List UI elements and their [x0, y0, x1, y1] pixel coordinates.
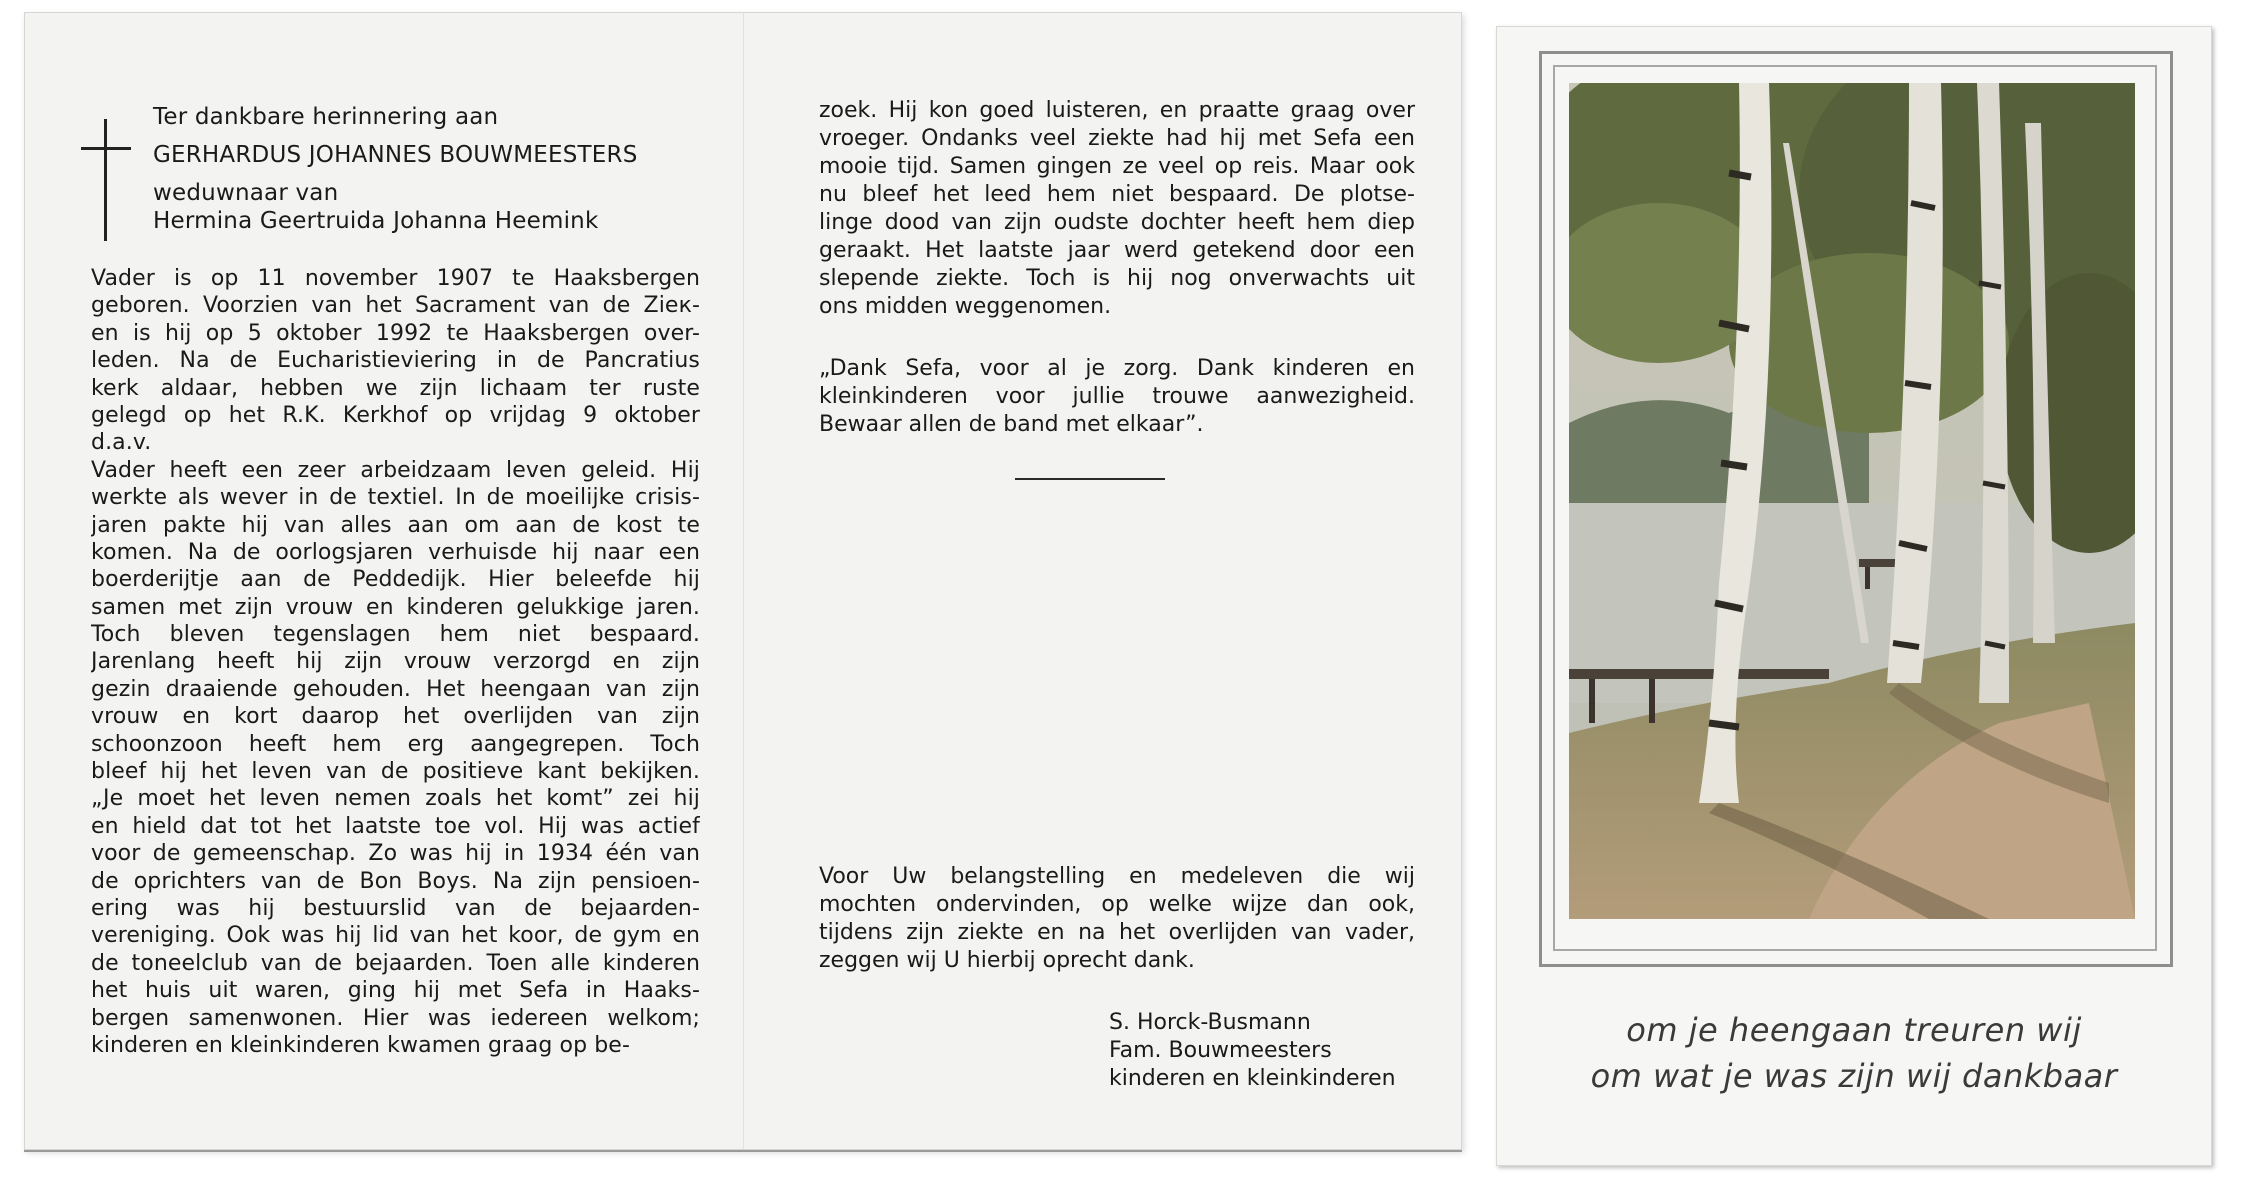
biography-line: Vader heeft een zeer arbeidzaam leven geleid. Hij	[91, 457, 700, 483]
biography-line: het huis uit waren, ging hij met Sefa in Haaks-	[91, 978, 700, 1004]
biography-line: gezin draaiende gehouden. Het heengaan van zijn	[91, 676, 700, 702]
divider-line	[1015, 478, 1165, 480]
signatory-line: kinderen en kleinkinderen	[1109, 1066, 1396, 1091]
verse-line-1: om je heengaan treuren wij	[1626, 1011, 2082, 1049]
acknowledgement-line: mochten ondervinden, op welke wijze dan ook,	[819, 892, 1415, 917]
biography-line: leden. Na de Eucharistieviering in de Pancratius	[91, 348, 700, 374]
intro-text: Ter dankbare herinnering aan	[153, 104, 499, 130]
biography-continued-line: linge dood van zijn oudste dochter heeft hem diep	[819, 210, 1415, 235]
biography-line: en hield dat tot het laatste toe vol. Hij was actief	[91, 813, 700, 839]
biography-line: „Je moet het leven nemen zoals het komt” zei hij	[91, 786, 700, 812]
signatory-line: Fam. Bouwmeesters	[1109, 1038, 1332, 1063]
spouse-name: Hermina Geertruida Johanna Heemink	[153, 208, 599, 234]
memorial-card-front	[1496, 26, 2212, 1166]
biography-line: jaren pakte hij van alles aan om aan de kost te	[91, 512, 700, 538]
biography-continued-line: nu bleef het leed hem niet bespaard. De plotse-	[819, 182, 1415, 207]
relation-text: weduwnaar van	[153, 180, 339, 206]
acknowledgement-line: zeggen wij U hierbij oprecht dank.	[819, 948, 1195, 973]
acknowledgement-line: tijdens zijn ziekte en na het overlijden van vader,	[819, 920, 1415, 945]
thanks-quote-line: Bewaar allen de band met elkaar”.	[819, 412, 1204, 437]
biography-line: d.a.v.	[91, 430, 152, 456]
biography-line: kerk aldaar, hebben we zijn lichaam ter ruste	[91, 375, 700, 401]
biography-line: de oprichters van de Bon Boys. Na zijn pensioen-	[91, 868, 700, 894]
biography-continued-line: zoek. Hij kon goed luisteren, en praatte graag over	[819, 98, 1415, 123]
biography-line: voor de gemeenschap. Zo was hij in 1934 één van	[91, 841, 700, 867]
biography-line: vrouw en kort daarop het overlijden van zijn	[91, 704, 700, 730]
biography-continued-line: ons midden weggenomen.	[819, 294, 1112, 319]
biography-line: bergen samenwonen. Hier was iedereen welkom;	[91, 1005, 700, 1031]
signatories	[1109, 1009, 1396, 1093]
biography-line: geboren. Voorzien van het Sacrament van de Zieк-	[91, 293, 700, 319]
biography-line: Jarenlang heeft hij zijn vrouw verzorgd en zijn	[91, 649, 700, 675]
biography-line: kinderen en kleinkinderen kwamen graag op be-	[91, 1032, 630, 1058]
center-fold	[743, 13, 745, 1149]
acknowledgement	[819, 863, 1415, 975]
biography-continued-line: vroeger. Ondanks veel ziekte had hij met Sefa een	[819, 126, 1415, 151]
biography-line: boerderijtje aan de Peddedijk. Hier beleefde hij	[91, 567, 700, 593]
biography-line: vereniging. Ook was hij lid van het koor, de gym en	[91, 923, 700, 949]
biography-continued-line: mooie tijd. Samen gingen ze veel op reis. Maar ook	[819, 154, 1415, 179]
thanks-quote-line: „Dank Sefa, voor al je zorg. Dank kinderen en	[819, 356, 1415, 381]
biography-line: komen. Na de oorlogsjaren verhuisde hij naar een	[91, 539, 700, 565]
verse-line-2: om wat je was zijn wij dankbaar	[1590, 1057, 2118, 1095]
acknowledgement-line: Voor Uw belangstelling en medeleven die wij	[819, 864, 1415, 889]
biography	[91, 265, 700, 1059]
thanks-quote-line: kleinkinderen voor jullie trouwe aanwezigheid.	[819, 384, 1415, 409]
biography-continued-line: geraakt. Het laatste jaar werd getekend door een	[819, 238, 1415, 263]
lakeside-birch-trees-photo	[1569, 83, 2135, 919]
biography-line: samen met zijn vrouw en kinderen gelukkige jaren.	[91, 594, 700, 620]
biography-continued	[819, 97, 1415, 321]
biography-line: ering was hij bestuurslid van de bejaarden-	[91, 895, 700, 921]
biography-line: Toch bleven tegenslagen hem niet bespaard.	[91, 622, 700, 648]
biography-line: en is hij op 5 oktober 1992 te Haaksbergen over-	[91, 320, 700, 346]
signatory-line: S. Horck-Busmann	[1109, 1010, 1311, 1035]
biography-line: bleef hij het leven van de positieve kant bekijken.	[91, 759, 700, 785]
thanks-quote	[819, 355, 1415, 439]
memorial-card-inner-spread	[24, 12, 1462, 1150]
biography-line: Vader is op 11 november 1907 te Haaksbergen	[91, 266, 700, 291]
biography-line: de toneelclub van de bejaarden. Toen alle kinderen	[91, 950, 700, 976]
biography-line: werkte als wever in de textiel. In de moeilijke crisis-	[91, 485, 700, 511]
deceased-name: GERHARDUS JOHANNES BOUWMEESTERS	[153, 142, 638, 168]
biography-line: schoonzoon heeft hem erg aangegrepen. Toch	[91, 731, 700, 757]
biography-line: gelegd op het R.K. Kerkhof op vrijdag 9 oktober	[91, 402, 700, 428]
biography-continued-line: slepende ziekte. Toch is hij nog onverwachts uit	[819, 266, 1415, 291]
